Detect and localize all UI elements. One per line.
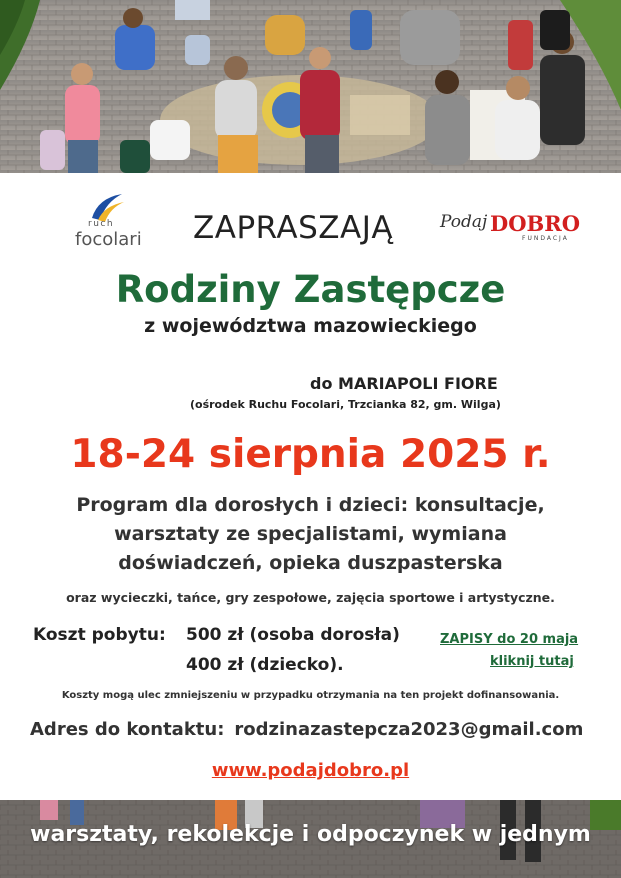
podaj-text: Podaj [440, 212, 488, 232]
podaj-dobro-logo [440, 208, 590, 248]
top-photo [0, 0, 621, 173]
event-dates: 18-24 sierpnia 2025 r. [70, 432, 551, 477]
cost-child: 400 zł (dziecko). [186, 655, 344, 675]
signup-click-here-link[interactable]: kliknij tutaj [490, 654, 574, 669]
cost-adult: 500 zł (osoba dorosła) [186, 625, 400, 645]
page-subtitle: z województwa mazowieckiego [144, 315, 477, 337]
focolari-logo [70, 192, 150, 262]
invite-heading: ZAPRASZAJĄ [193, 210, 394, 246]
contact-line [30, 719, 583, 740]
dobro-text: DOBRO [490, 211, 580, 236]
focolari-logo-small-text: ruch [88, 219, 115, 229]
place-name: do MARIAPOLI FIORE [310, 374, 498, 393]
tagline: warsztaty, rekolekcje i odpoczynek w jednym [30, 822, 591, 847]
place-address: (ośrodek Ruchu Focolari, Trzcianka 82, gm. Wilga) [190, 398, 501, 411]
program-description [40, 491, 581, 578]
website-link[interactable]: www.podajdobro.pl [211, 760, 410, 781]
cost-label: Koszt pobytu: [33, 625, 166, 645]
signup-deadline-link[interactable]: ZAPISY do 20 maja [440, 632, 579, 647]
program-line: Program dla dorosłych i dzieci: konsultacje, [76, 494, 545, 516]
focolari-logo-text: focolari [75, 229, 142, 250]
contact-email[interactable]: rodzinazastepcza2023@gmail.com [234, 719, 584, 740]
fundacja-text: FUNDACJA [522, 235, 569, 242]
program-line: doświadczeń, opieka duszpasterska [118, 552, 503, 574]
extras-description: oraz wycieczki, tańce, gry zespołowe, zajęcia sportowe i artystyczne. [66, 590, 555, 605]
children-drawing-photo-icon [0, 0, 621, 173]
page-title: Rodziny Zastępcze [115, 268, 506, 311]
bottom-photo [0, 800, 621, 878]
cost-note: Koszty mogą ulec zmniejszeniu w przypadku otrzymania na ten projekt dofinansowania. [61, 690, 560, 701]
program-line: warsztaty ze specjalistami, wymiana [114, 523, 507, 545]
contact-label: Adres do kontaktu: [30, 719, 225, 740]
